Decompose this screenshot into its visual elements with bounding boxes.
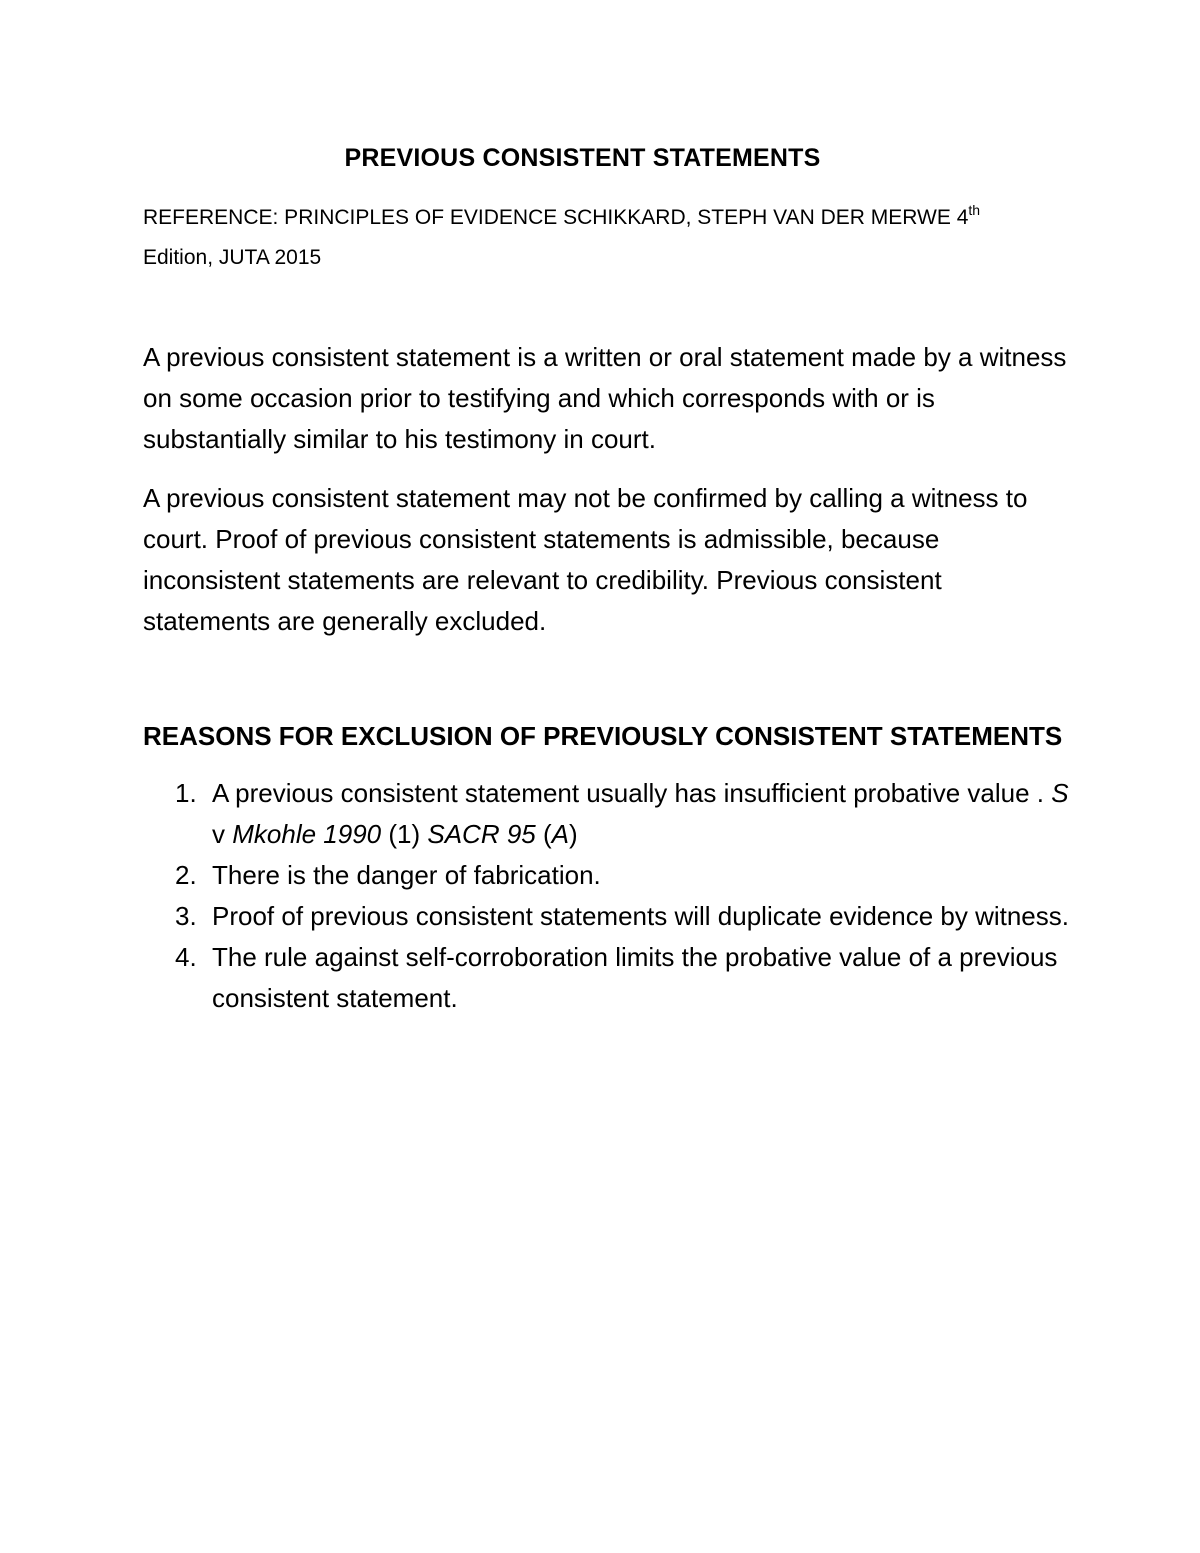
reasons-heading: REASONS FOR EXCLUSION OF PREVIOUSLY CONSISTENT STATEMENTS	[143, 721, 1063, 751]
case-party: S	[1051, 778, 1069, 808]
list-item-text: The rule against self-corroboration limits the probative value of a previous consistent statement.	[212, 942, 1058, 1013]
case-volume: (1)	[381, 819, 428, 849]
case-name: Mkohle 1990	[232, 819, 382, 849]
case-court: A	[551, 819, 569, 849]
paragraph-admissibility: A previous consistent statement may not be confirmed by calling a witness to court. Proof of previous consistent statements is admissible, because inconsistent statements are relevant to credibility. Previous consistent statements are generally excluded.	[143, 483, 1028, 636]
list-item-number: 3.	[175, 901, 197, 931]
case-paren-open: (	[535, 819, 552, 849]
reasons-list	[143, 773, 1073, 1019]
reference-superscript: th	[968, 202, 981, 218]
case-report: SACR 95	[427, 819, 536, 849]
list-item-number: 4.	[175, 942, 197, 972]
reference-citation	[143, 198, 1063, 278]
list-item-text: A previous consistent statement usually has insufficient probative value .	[212, 778, 1052, 808]
list-item-number: 1.	[175, 778, 197, 808]
reference-edition: Edition, JUTA 2015	[143, 246, 322, 269]
paragraph-definition: A previous consistent statement is a written or oral statement made by a witness on some occasion prior to testifying and which corresponds with or is substantially similar to his testimony in court.	[143, 342, 1067, 454]
list-item-number: 2.	[175, 860, 197, 890]
list-item	[143, 855, 1073, 896]
reference-text: REFERENCE: PRINCIPLES OF EVIDENCE SCHIKKARD, STEPH VAN DER MERWE 4	[143, 206, 969, 229]
list-item-text: Proof of previous consistent statements will duplicate evidence by witness.	[212, 901, 1069, 931]
list-item-text: There is the danger of fabrication.	[212, 860, 601, 890]
case-paren-close: )	[568, 819, 578, 849]
case-versus: v	[212, 819, 233, 849]
list-item	[143, 773, 1073, 855]
list-item	[143, 937, 1073, 1019]
list-item	[143, 896, 1073, 937]
page-title: PREVIOUS CONSISTENT STATEMENTS	[344, 144, 821, 172]
